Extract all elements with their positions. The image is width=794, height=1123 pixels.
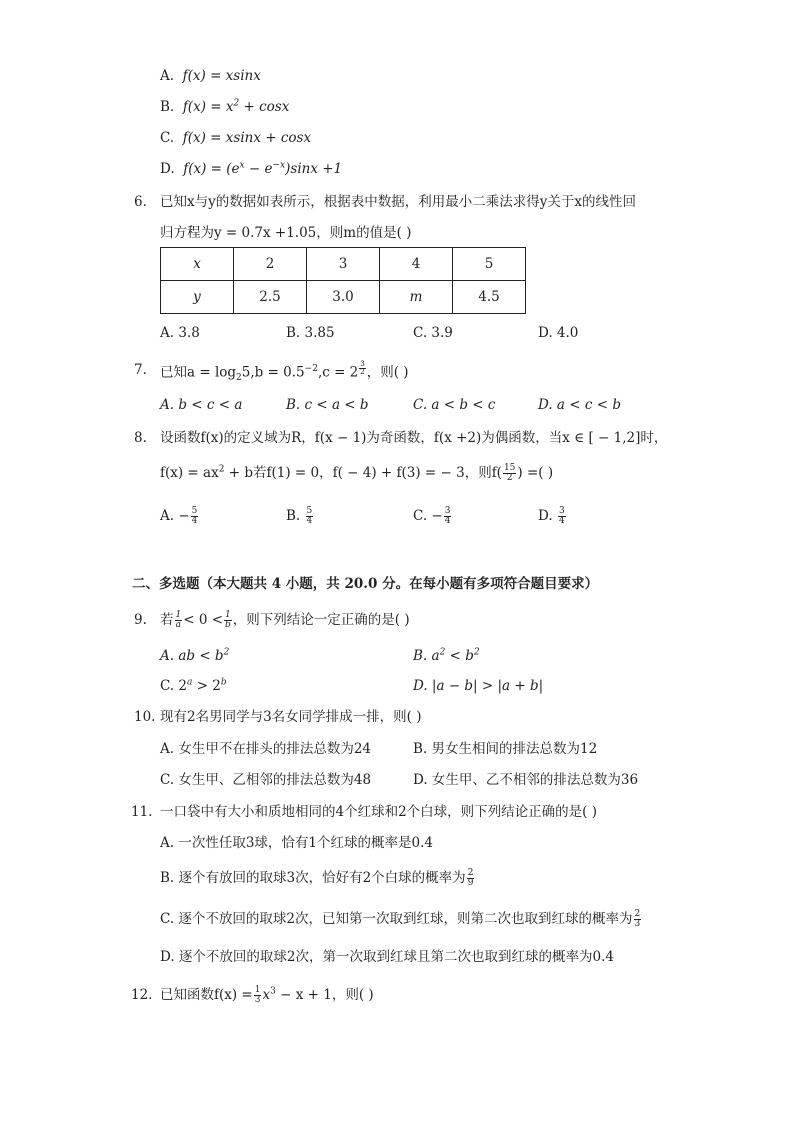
- q10-stem: 现有2名男同学与3名女同学排成一排，则( ): [160, 709, 422, 725]
- q10-option-d: D. 女生甲、乙不相邻的排法总数为36: [413, 772, 639, 788]
- q7-number: 7.: [134, 362, 147, 378]
- q7-stem: 已知$a = \log_25,b = 0.5^{-2},c = 2$ $^{\frac{3}{2}}$ ，则( ): [160, 360, 409, 384]
- q9-option-c: C. $2^a > 2^b$: [160, 677, 227, 694]
- q5-option-c: C. f(x) = xsinx + cosx: [160, 130, 312, 146]
- q6-stem-line1: 已知x与y的数据如表所示，根据表中数据，利用最小二乘法求得y关于x的线性回: [160, 194, 636, 210]
- q6-option-d: D. 4.0: [538, 325, 579, 341]
- q9-option-d: D. |a − b| > |a + b|: [413, 678, 544, 694]
- q11-stem: 一口袋中有大小和质地相同的4个红球和2个白球，则下列结论正确的是( ): [160, 804, 598, 820]
- q6-option-b: B. 3.85: [286, 325, 335, 341]
- q8-stem-line1: 设函数f(x)的定义域为R，f(x − 1)为奇函数，f(x +2)为偶函数，当x ∈ [ − 1,2]时，: [160, 430, 668, 446]
- q11-option-b: B. 逐个有放回的取球3次，恰好有2个白球的概率为 $\frac{2}{9}$: [160, 868, 474, 888]
- q8-option-a: A. − $\frac{5}{4}$: [160, 506, 198, 526]
- q7-option-b: B. c < a < b: [286, 397, 369, 413]
- table-cell: x: [161, 248, 234, 281]
- table-cell: 2: [234, 248, 307, 281]
- q12-number: 12.: [131, 987, 153, 1003]
- q10-option-b: B. 男女生相间的排法总数为12: [413, 741, 598, 757]
- table-row: [161, 248, 526, 281]
- q11-option-d: D. 逐个不放回的取球2次，第一次取到红球且第二次也取到红球的概率为0.4: [160, 949, 614, 965]
- q6-option-a: A. 3.8: [160, 325, 200, 341]
- q7-option-c: C. a < b < c: [413, 397, 496, 413]
- q6-stem-line2: 归方程为y = 0.7x +1.05，则m的值是( ): [160, 225, 412, 241]
- q10-number: 10.: [134, 709, 156, 725]
- q8-option-d: D. $\frac{3}{4}$: [538, 506, 565, 526]
- table-cell: m: [380, 281, 453, 314]
- q12-stem: 已知函数f(x) = $\frac{1}{3}$ $x^3 - x + 1$，则( ): [160, 985, 374, 1005]
- table-row: [161, 281, 526, 314]
- table-cell: 3.0: [307, 281, 380, 314]
- q6-number: 6.: [134, 194, 147, 210]
- table-cell: 2.5: [234, 281, 307, 314]
- q8-number: 8.: [134, 430, 147, 446]
- q5-option-b: B. $f(x) = x^2 + \cos x$: [160, 98, 290, 115]
- q11-option-c: C. 逐个不放回的取球2次，已知第一次取到红球，则第二次也取到红球的概率为 $\frac{2}{3}$: [160, 909, 641, 929]
- q6-data-table: [160, 247, 526, 314]
- q5-option-d: D. $f(x) = (e^x - e^{-x})\sin x +1$: [160, 160, 343, 177]
- q10-option-c: C. 女生甲、乙相邻的排法总数为48: [160, 772, 372, 788]
- q10-option-a: A. 女生甲不在排头的排法总数为24: [160, 741, 372, 757]
- q8-option-b: B. $\frac{5}{4}$: [286, 506, 313, 526]
- q8-option-c: C. − $\frac{3}{4}$: [413, 506, 451, 526]
- q7-option-a: A. b < c < a: [160, 397, 243, 413]
- q9-option-a: A. ab < $b^2$: [160, 647, 230, 664]
- table-cell: 5: [453, 248, 526, 281]
- q9-stem: 若 $\frac{1}{a}$ < 0 < $\frac{1}{b}$ ，则下列结论一定正确的是( ): [160, 610, 410, 630]
- table-cell: 4: [380, 248, 453, 281]
- table-cell: 3: [307, 248, 380, 281]
- q9-number: 9.: [134, 612, 147, 628]
- table-cell: y: [161, 281, 234, 314]
- table-cell: 4.5: [453, 281, 526, 314]
- q6-option-c: C. 3.9: [413, 325, 453, 341]
- q5-option-a: A. f(x) = xsinx: [160, 68, 261, 84]
- q11-number: 11.: [131, 804, 153, 820]
- section-heading-multiple-choice: 二、多选题（本大题共 4 小题，共 20.0 分。在每小题有多项符合题目要求）: [132, 576, 599, 592]
- q7-option-d: D. a < c < b: [538, 397, 621, 413]
- q9-option-b: B. $a^2 < b^2$: [413, 647, 480, 664]
- q8-stem-line2: $f(x) = ax^2 + b$若f(1) = 0，f( − 4) + f(3) = − 3，则f( $\frac{15}{2}$ ) =( ): [160, 463, 554, 483]
- q11-option-a: A. 一次性任取3球，恰有1个红球的概率是0.4: [160, 835, 433, 851]
